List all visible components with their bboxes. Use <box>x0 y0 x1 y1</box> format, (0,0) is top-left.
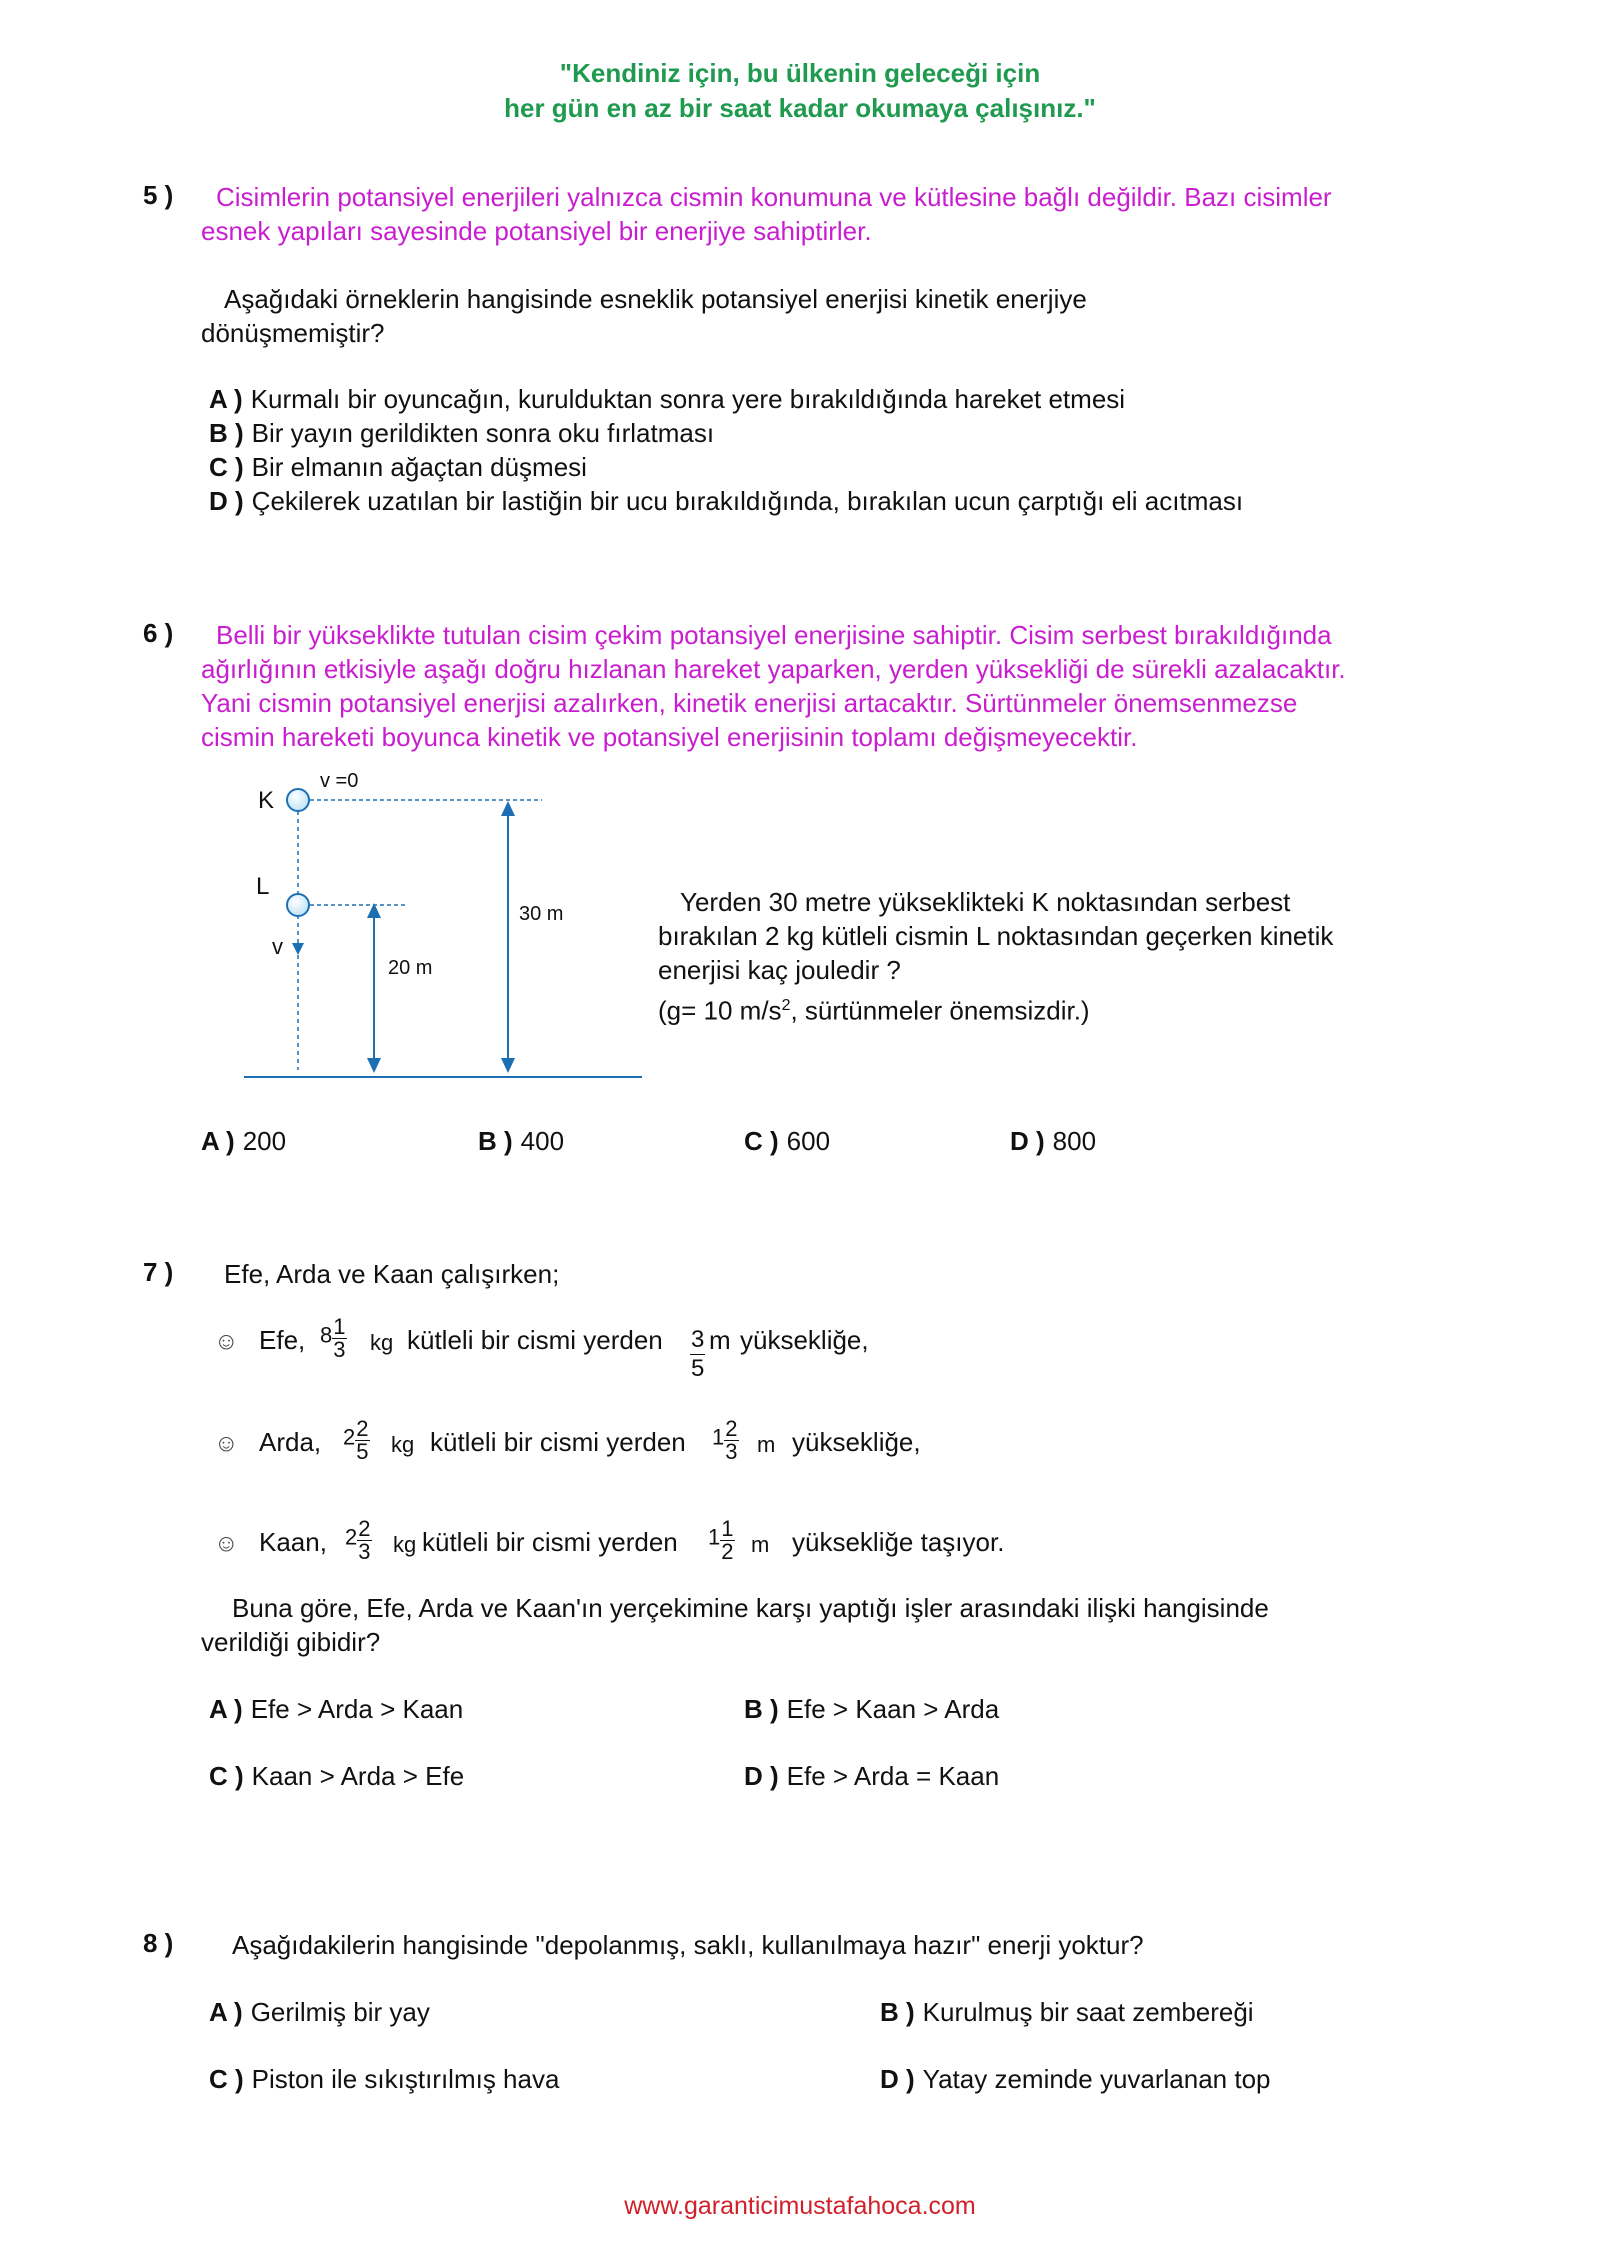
height-value <box>708 1518 735 1563</box>
option-text: Gerilmiş bir yay <box>250 1997 430 2027</box>
option-letter: B ) <box>744 1694 779 1724</box>
smiley-icon: ☺ <box>214 1530 239 1557</box>
question-text-line: Buna göre, Efe, Arda ve Kaan'ın yerçekimine karşı yaptığı işler arasındaki ilişki hangisinde <box>232 1593 1269 1623</box>
label-30m: 30 m <box>519 903 564 925</box>
option-a[interactable] <box>209 1692 463 1726</box>
height-value <box>712 1418 739 1463</box>
option-letter: B ) <box>478 1126 513 1156</box>
option-text: Kaan > Arda > Efe <box>251 1761 465 1791</box>
question-text: Aşağıdakilerin hangisinde "depolanmış, saklı, kullanılmaya hazır" enerji yoktur? <box>232 1930 1144 1960</box>
question-intro: Efe, Arda ve Kaan çalışırken; <box>224 1259 560 1289</box>
option-a[interactable] <box>209 382 1125 416</box>
option-a[interactable] <box>209 1995 430 2029</box>
arrow-head <box>501 1058 515 1073</box>
person-name: Kaan, <box>259 1527 327 1557</box>
question-text-line: verildiği gibidir? <box>201 1627 381 1657</box>
question-text-line: Aşağıdaki örneklerin hangisinde esneklik potansiyel enerjisi kinetik enerjiye <box>224 284 1087 314</box>
mass-unit: kg <box>393 1532 417 1557</box>
row-text: kütleli bir cismi yerden <box>407 1325 663 1355</box>
option-text: Kurmalı bir oyuncağın, kurulduktan sonra yere bırakıldığında hareket etmesi <box>250 384 1126 414</box>
option-c[interactable] <box>209 2062 559 2096</box>
question-number: 6 ) <box>143 618 174 648</box>
height-unit: m <box>751 1532 770 1557</box>
option-text: Çekilerek uzatılan bir lastiğin bir ucu bırakıldığında, bırakılan ucun çarptığı eli acıtması <box>251 486 1244 516</box>
height-unit: m <box>709 1325 731 1355</box>
fraction: $\frac{2}{3}$ <box>358 1516 371 1564</box>
option-text: 400 <box>520 1126 565 1156</box>
given-prefix: (g= 10 m/s <box>658 995 782 1026</box>
mass-unit: kg <box>391 1432 415 1457</box>
option-text: Bir yayın gerildikten sonra oku fırlatması <box>251 418 715 448</box>
option-text: Bir elmanın ağaçtan düşmesi <box>251 452 587 482</box>
row-text: kütleli bir cismi yerden <box>422 1527 678 1557</box>
option-b[interactable] <box>744 1692 999 1726</box>
given-exponent: 2 <box>781 997 791 1014</box>
option-c[interactable] <box>209 1759 464 1793</box>
option-text: 800 <box>1052 1126 1097 1156</box>
label-v: v <box>272 934 283 959</box>
option-letter: C ) <box>209 452 244 482</box>
label-l: L <box>256 873 270 900</box>
info-text-line: esnek yapıları sayesinde potansiyel bir enerjiye sahiptirler. <box>201 216 872 246</box>
mixed-whole: 2 <box>345 1524 358 1550</box>
ball-l <box>287 894 309 916</box>
smiley-icon: ☺ <box>214 1430 239 1457</box>
motto-line-2: her gün en az bir saat kadar okumaya çalışınız." <box>504 93 1096 123</box>
mass-unit: kg <box>370 1330 394 1355</box>
option-text: 600 <box>786 1126 831 1156</box>
option-text: Kurulmuş bir saat zembereği <box>922 1997 1254 2027</box>
option-letter: A ) <box>201 1126 235 1156</box>
option-text: Efe > Arda > Kaan <box>250 1694 464 1724</box>
option-b[interactable] <box>478 1124 564 1158</box>
option-letter: B ) <box>209 418 244 448</box>
row-end-text: yüksekliğe, <box>740 1325 869 1355</box>
option-letter: A ) <box>209 1694 243 1724</box>
footer-website-link[interactable]: www.garanticimustafahoca.com <box>624 2192 976 2220</box>
given-values <box>658 989 1090 1028</box>
option-letter: C ) <box>744 1126 779 1156</box>
fraction: $\frac{2}{5}$ <box>356 1416 369 1464</box>
mixed-whole: 2 <box>343 1424 356 1450</box>
mixed-whole: 1 <box>712 1424 725 1450</box>
info-text-line: Cisimlerin potansiyel enerjileri yalnızca cismin konumuna ve kütlesine bağlı değildir. Bazı cisimler <box>216 182 1332 212</box>
option-letter: B ) <box>880 1997 915 2027</box>
given-suffix: , sürtünmeler önemsizdir.) <box>790 995 1090 1026</box>
question-number: 7 ) <box>143 1257 174 1287</box>
option-c[interactable] <box>744 1124 830 1158</box>
info-text-line: Yani cismin potansiyel enerjisi azalırken, kinetik enerjisi artacaktır. Sürtünmeler önemsenmezse <box>201 688 1298 718</box>
free-fall-diagram <box>230 765 650 1085</box>
question-number: 5 ) <box>143 180 174 210</box>
person-name: Efe, <box>259 1325 306 1355</box>
option-letter: A ) <box>209 384 243 414</box>
option-c[interactable] <box>209 450 587 484</box>
option-b[interactable] <box>209 416 714 450</box>
fraction: $\frac{2}{3}$ <box>725 1416 738 1464</box>
arrow-head <box>367 1058 381 1073</box>
option-text: Efe > Arda = Kaan <box>786 1761 1000 1791</box>
label-v0: v =0 <box>320 770 359 792</box>
option-d[interactable] <box>880 2062 1271 2096</box>
row-text: kütleli bir cismi yerden <box>430 1427 686 1457</box>
option-letter: D ) <box>209 486 244 516</box>
option-letter: A ) <box>209 1997 243 2027</box>
option-text: 200 <box>242 1126 287 1156</box>
motto-line-1: "Kendiniz için, bu ülkenin geleceği için <box>559 58 1041 88</box>
option-d[interactable] <box>209 484 1243 518</box>
mass-value <box>320 1316 347 1361</box>
mixed-whole: 1 <box>708 1524 721 1550</box>
row-end-text: yüksekliğe taşıyor. <box>792 1527 1005 1557</box>
option-text: Efe > Kaan > Arda <box>786 1694 1000 1724</box>
option-b[interactable] <box>880 1995 1254 2029</box>
label-20m: 20 m <box>388 957 433 979</box>
option-letter: D ) <box>1010 1126 1045 1156</box>
arrow-head <box>501 801 515 816</box>
fraction: $\frac{1}{3}$ <box>333 1314 346 1362</box>
question-number: 8 ) <box>143 1928 174 1958</box>
info-text-line: ağırlığının etkisiyle aşağı doğru hızlanan hareket yaparken, yerden yüksekliği de sürekli azalacaktır. <box>201 654 1346 684</box>
option-a[interactable] <box>201 1124 286 1158</box>
info-text-line: cismin hareketi boyunca kinetik ve potansiyel enerjisinin toplamı değişmeyecektir. <box>201 722 1138 752</box>
mass-value <box>343 1418 370 1463</box>
question-text-line: Yerden 30 metre yükseklikteki K noktasından serbest <box>680 887 1291 917</box>
mixed-whole: 8 <box>320 1322 333 1348</box>
option-letter: C ) <box>209 1761 244 1791</box>
person-name: Arda, <box>259 1427 322 1457</box>
option-text: Piston ile sıkıştırılmış hava <box>251 2064 560 2094</box>
height-value <box>690 1326 705 1383</box>
option-d[interactable] <box>744 1759 999 1793</box>
option-letter: D ) <box>880 2064 915 2094</box>
option-letter: D ) <box>744 1761 779 1791</box>
question-text-line: bırakılan 2 kg kütleli cismin L noktasından geçerken kinetik <box>658 921 1334 951</box>
row-end-text: yüksekliğe, <box>792 1427 921 1457</box>
label-k: K <box>258 787 275 814</box>
ball-k <box>287 789 309 811</box>
option-text: Yatay zeminde yuvarlanan top <box>922 2064 1271 2094</box>
mass-value <box>345 1518 372 1563</box>
fraction: $\frac{3}{5}$ <box>691 1326 705 1382</box>
smiley-icon: ☺ <box>214 1328 239 1355</box>
info-text-line: Belli bir yükseklikte tutulan cisim çekim potansiyel enerjisine sahiptir. Cisim serbest bırakıldığında <box>216 620 1332 650</box>
question-text-line: enerjisi kaç jouledir ? <box>658 955 901 985</box>
option-d[interactable] <box>1010 1124 1096 1158</box>
question-text-line: dönüşmemiştir? <box>201 318 385 348</box>
velocity-arrow-icon <box>292 943 304 955</box>
option-letter: C ) <box>209 2064 244 2094</box>
fraction: $\frac{1}{2}$ <box>721 1516 734 1564</box>
height-unit: m <box>757 1432 776 1457</box>
